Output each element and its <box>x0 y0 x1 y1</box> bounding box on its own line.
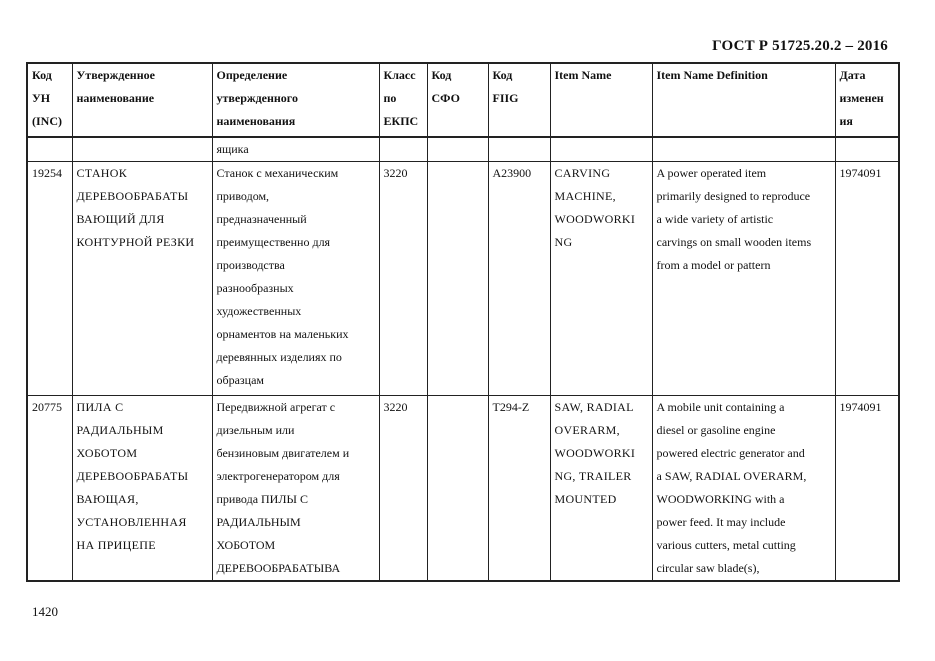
class-cell: 3220 <box>379 396 427 582</box>
inc-cell: 19254 <box>27 162 72 396</box>
table-header-row <box>27 63 899 137</box>
change-date-cell: 1974091 <box>835 396 899 582</box>
column-header-item-definition: Item Name Definition <box>652 63 835 137</box>
item-definition-cell: A mobile unit containing a diesel or gasoline engine powered electric generator and a SAW, RADIAL OVERARM, WOODWORKING with a power feed. It may include various cutters, metal cutting circular saw blade(s), <box>652 396 835 582</box>
table-row <box>27 396 899 582</box>
item-definition-cell: A power operated item primarily designed to reproduce a wide variety of artistic carvings on small wooden items from a model or pattern <box>652 162 835 396</box>
approved-name-cell: ПИЛА С РАДИАЛЬНЫМ ХОБОТОМ ДЕРЕВООБРАБАТЫ ВАЮЩАЯ, УСТАНОВЛЕННАЯ НА ПРИЦЕПЕ <box>72 396 212 582</box>
change-date-cell: 1974091 <box>835 162 899 396</box>
sfo-cell <box>427 162 488 396</box>
column-header-class: Класс по ЕКПС <box>379 63 427 137</box>
fiig-cell: A23900 <box>488 162 550 396</box>
column-header-sfo: Код СФО <box>427 63 488 137</box>
column-header-inc: Код УН (INC) <box>27 63 72 137</box>
column-header-fiig: Код FIIG <box>488 63 550 137</box>
sfo-cell <box>427 396 488 582</box>
document-standard-header: ГОСТ Р 51725.20.2 – 2016 <box>712 38 888 54</box>
column-header-item-name: Item Name <box>550 63 652 137</box>
definition-cell: Станок с механическим приводом, предназначенный преимущественно для производства разнообразных художественных орнаментов на маленьких деревянных изделиях по образцам <box>212 162 379 396</box>
approved-name-cell: СТАНОК ДЕРЕВООБРАБАТЫ ВАЮЩИЙ ДЛЯ КОНТУРНОЙ РЕЗКИ <box>72 162 212 396</box>
fiig-cell: T294-Z <box>488 396 550 582</box>
column-header-approved-name: Утвержденное наименование <box>72 63 212 137</box>
table-row-continuation <box>27 137 899 162</box>
table-row <box>27 162 899 396</box>
item-name-cell: CARVING MACHINE, WOODWORKI NG <box>550 162 652 396</box>
page-number: 1420 <box>32 604 58 619</box>
item-catalog-table <box>26 62 900 582</box>
definition-cell: Передвижной агрегат с дизельным или бензиновым двигателем и электрогенератором для привода ПИЛЫ С РАДИАЛЬНЫМ ХОБОТОМ ДЕРЕВООБРАБАТЫВА <box>212 396 379 582</box>
column-header-definition: Определение утвержденного наименования <box>212 63 379 137</box>
definition-continuation-cell: ящика <box>212 137 379 162</box>
class-cell: 3220 <box>379 162 427 396</box>
inc-cell: 20775 <box>27 396 72 582</box>
item-name-cell: SAW, RADIAL OVERARM, WOODWORKI NG, TRAILER MOUNTED <box>550 396 652 582</box>
column-header-change-date: Дата изменен ия <box>835 63 899 137</box>
